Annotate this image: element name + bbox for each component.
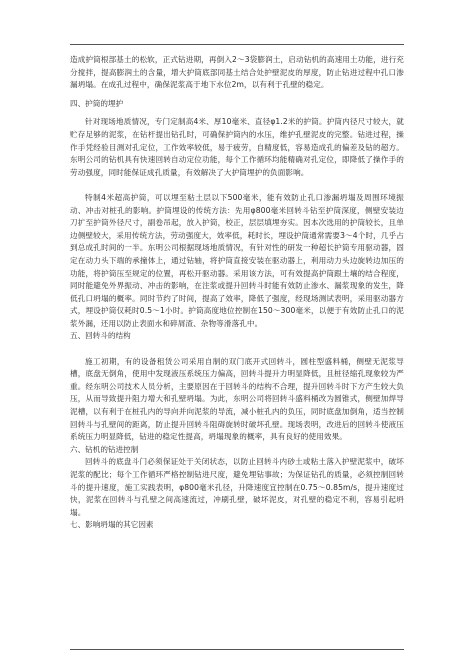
header-rule <box>70 44 404 45</box>
section-heading-6: 六、钻机的钻进控制 <box>70 444 139 454</box>
paragraph-bucket: 施工初期，有的设备租赁公司采用自制的双门底开式回转斗，圆柱型盛料桶，侧壁无泥浆导槽，底盘无倒角，使用中发现液压系统压力偏高，回转斗提升力明显降低，且桩径缩孔现象较为严重。经东明公司技术人员分析，主要原因在于回转斗的结构不合理，提升回转斗时下方产生较大负压，从而导致提升阻力增大和孔壁坍塌。为此，东明公司将回转斗盛料桶改为圆锥式，侧壁加焊导泥槽，以有利于在桩孔内的导向并向泥浆的导流，减小桩孔内的负压，同时底盘加倒角，适当控制回转斗与孔壁间的距离，防止提升回转斗阻碍旋转时破坏孔壁。现场表明，改进后的回转斗使液压系统压力明显降低，钻进的稳定性提高，坍塌现象的概率，具有良好的使用效果。 <box>70 356 404 442</box>
paragraph-intro: 造成护筒根部基土的松软，正式钻进期，再倒入2～3袋膨润土，启动钻机的高速用土功能，进行充分搅拌，提高膨润土的含量，增大护筒底部同基土结合处护壁泥皮的厚度，防止钻进过程中孔口渗漏坍塌。在成孔过程中，确保泥浆高于地下水位2m，以有利于孔壁的稳定。 <box>70 55 404 90</box>
document-body <box>70 54 404 532</box>
paragraph-casing-1: 针对现场地质情况，专门定制高4米、厚10毫米、直径φ1.2米的护筒。护筒内径尺寸较大，就贮存足够的泥浆，在钻杆提出钻孔时，可确保护筒内的水压，维护孔壁泥皮的完整。钻进过程，操作手凭经验目测对孔定位，工作效率较低，易于疲劳，自精度低，容易造成孔的偏差及钻的超方。东明公司的钻机具有快速回转自动定位功能，每个工作循环均能精确对孔定位，即降低了操作手的劳动强度，同时能保证成孔质量，有效解决了大护筒埋护的负面影响。 <box>70 117 404 177</box>
footer-rule <box>70 649 404 650</box>
paragraph-drilling: 回转斗的底盘斗门必须保证处于关闭状态，以防止回转斗内砂土或粘土落入护壁泥浆中，破坏泥浆的配比；每个工作循环严格控制钻进尺度，避免埋钻事故；为保证钻孔的质量，必须控制回转斗的提升速度，施工实践表明，φ800毫米孔径，升降速度宜控制在0.75～0.85m/s，提升速度过快，泥浆在回转斗与孔壁之间高速流过，冲刷孔壁，破坏泥皮，对孔壁的稳定不利，容易引起坍塌。 <box>70 457 404 517</box>
section-heading-4: 四、护筒的埋护 <box>70 98 124 108</box>
section-heading-5: 五、回转斗的结构 <box>70 331 131 341</box>
paragraph-casing-2: 特制4米超高护筒，可以埋至粘土层以下500毫米，能有效防止孔口渗漏坍塌及周围环境振动、冲击对桩孔的影响。护筒埋设的传统方法：先用φ800毫米回转斗钻至护筒深度，侧壁安装边刀扩至护筒外径尺寸，副卷吊起，放入护筒，校正，层层填埋夯实。因本次选用的护筒较长，且单边侧壁较大，采用传统方法，劳动强度大，效率低，耗时长，埋设护筒通常需要3～4个时，几乎占到总成孔时间的一半。东明公司根据现场地质情况，有针对性的研发一种超长护筒专用驱动器，固定在动力头下端的承撞体上，通过钻轴，将护筒直接安装在驱动器上，利用动力头边旋转边加压的功能，将护筒压至规定的位置，再松开驱动器。采用该方法，可有效提高护筒跟土壤的结合程度，同时能避免外界振动、冲击的影响，在注浆或提升回转斗时能有效防止渗水、漏浆现象的发生，降低孔口坍塌的概率。同时节约了时间，提高了效率，降低了强度，经现场测试表明，采用驱动器方式，埋设护筒仅耗时0.5～1小时。护筒高度地位控制在150～300毫米，以便于有效防止孔口的泥浆外漏，还用以防止表面水和碎屑渣、杂物等滑落孔中。 <box>70 192 404 328</box>
section-heading-7: 七、影响坍塌的其它因素 <box>70 520 154 530</box>
